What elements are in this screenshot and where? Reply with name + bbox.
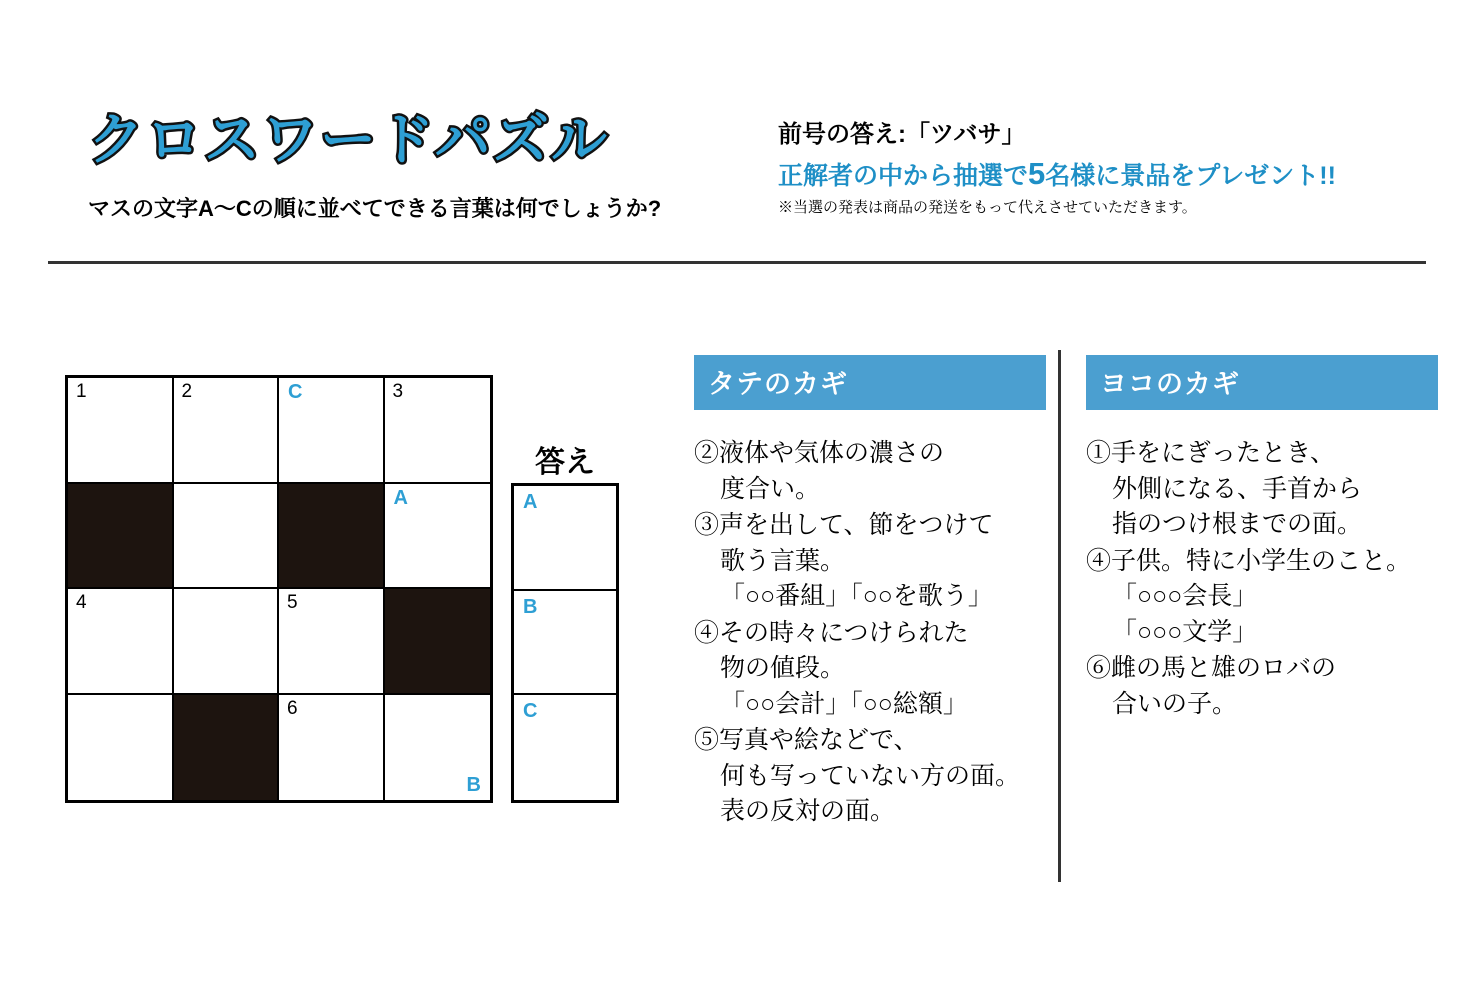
- answer-cell-b[interactable]: [514, 591, 616, 696]
- prize-notice: ※当選の発表は商品の発送をもって代えさせていただきます。: [778, 199, 1197, 216]
- grid-cell[interactable]: [385, 484, 491, 590]
- clues-down-section: [694, 355, 1046, 831]
- cell-number: 4: [76, 592, 87, 613]
- clues-across-section: [1086, 355, 1438, 723]
- clue-line: 指のつけ根までの面。: [1112, 510, 1363, 538]
- grid-cell[interactable]: [174, 378, 280, 484]
- header-divider: [48, 261, 1426, 264]
- grid-cell-blocked: [279, 484, 385, 590]
- cell-number: 6: [287, 697, 298, 719]
- clue-line: ⑤写真や絵などで、: [694, 726, 919, 754]
- clues-column-divider: [1058, 350, 1061, 882]
- clue-item: [1086, 436, 1438, 543]
- grid-cell[interactable]: [385, 695, 491, 801]
- clue-item: [694, 508, 1046, 615]
- answer-label: 答え: [535, 446, 595, 479]
- cell-marker: C: [288, 381, 303, 403]
- clue-item: [694, 616, 1046, 723]
- clue-line: 度合い。: [720, 474, 821, 503]
- grid-cell[interactable]: [68, 589, 174, 695]
- clue-item: [1086, 544, 1438, 651]
- grid-cell-blocked: [385, 589, 491, 695]
- answer-cell-c[interactable]: [514, 695, 616, 800]
- previous-answer-text: 前号の答え:「ツバサ」: [778, 121, 1026, 148]
- clue-line: 「○○○会長」: [1112, 582, 1258, 610]
- answer-cell-label: C: [523, 700, 538, 723]
- cell-number: 2: [181, 381, 193, 402]
- grid-cell[interactable]: [279, 378, 385, 484]
- prize-announcement: [778, 156, 1336, 192]
- grid-cell[interactable]: [174, 589, 280, 695]
- clue-item: [694, 723, 1046, 830]
- clue-line: ④その時々につけられた: [694, 618, 969, 647]
- grid-cell[interactable]: [385, 378, 491, 484]
- clues-down-heading: タテのカギ: [694, 355, 1046, 410]
- answer-cell-a[interactable]: [514, 486, 616, 591]
- cell-number: 3: [392, 381, 404, 402]
- grid-cell[interactable]: [68, 378, 174, 484]
- answer-box[interactable]: [511, 483, 619, 803]
- cell-marker: A: [393, 486, 408, 509]
- answer-cell-label: A: [523, 491, 538, 513]
- grid-cell[interactable]: [68, 695, 174, 801]
- clue-line: 合いの子。: [1112, 689, 1238, 718]
- grid-cell-blocked: [68, 484, 174, 590]
- prize-suffix: 名様に景品をプレゼント!!: [1045, 162, 1336, 190]
- clue-line: 何も写っていない方の面。: [720, 761, 1021, 790]
- grid-cell[interactable]: [279, 589, 385, 695]
- clue-line: 表の反対の面。: [720, 797, 896, 825]
- clue-line: 外側になる、手首から: [1112, 474, 1363, 503]
- clue-item: [694, 436, 1046, 507]
- clue-item: [1086, 651, 1438, 722]
- page-title: クロスワードパズル: [88, 108, 609, 171]
- clue-line: ①手をにぎったとき、: [1086, 439, 1336, 467]
- grid-cell[interactable]: [174, 484, 280, 590]
- clue-line: 歌う言葉。: [720, 546, 846, 575]
- crossword-grid[interactable]: [65, 375, 493, 803]
- clue-line: 物の値段。: [720, 654, 846, 682]
- cell-marker: B: [466, 774, 481, 796]
- page-subtitle: マスの文字A〜Cの順に並べてできる言葉は何でしょうか?: [88, 196, 662, 221]
- clue-line: 「○○番組」「○○を歌う」: [720, 582, 993, 610]
- clues-across-heading: ヨコのカギ: [1086, 355, 1438, 410]
- prize-prefix: 正解者の中から抽選で: [778, 162, 1029, 190]
- grid-cell-blocked: [174, 695, 280, 801]
- clues-down-list: [694, 436, 1046, 830]
- page-header: [0, 0, 1471, 262]
- answer-cell-label: B: [523, 595, 538, 618]
- clue-line: 「○○会計」「○○総額」: [720, 689, 968, 718]
- clue-line: 「○○○文学」: [1112, 617, 1258, 646]
- clues-across-list: [1086, 436, 1438, 722]
- clue-line: ③声を出して、節をつけて: [694, 511, 994, 539]
- clue-line: ④子供。特に小学生のこと。: [1086, 546, 1412, 575]
- prize-count: 5: [1028, 156, 1046, 191]
- clue-line: ⑥雌の馬と雄のロバの: [1086, 654, 1337, 682]
- cell-number: 1: [76, 381, 87, 402]
- clue-line: ②液体や気体の濃さの: [694, 439, 945, 467]
- cell-number: 5: [287, 592, 298, 613]
- grid-cell[interactable]: [279, 695, 385, 801]
